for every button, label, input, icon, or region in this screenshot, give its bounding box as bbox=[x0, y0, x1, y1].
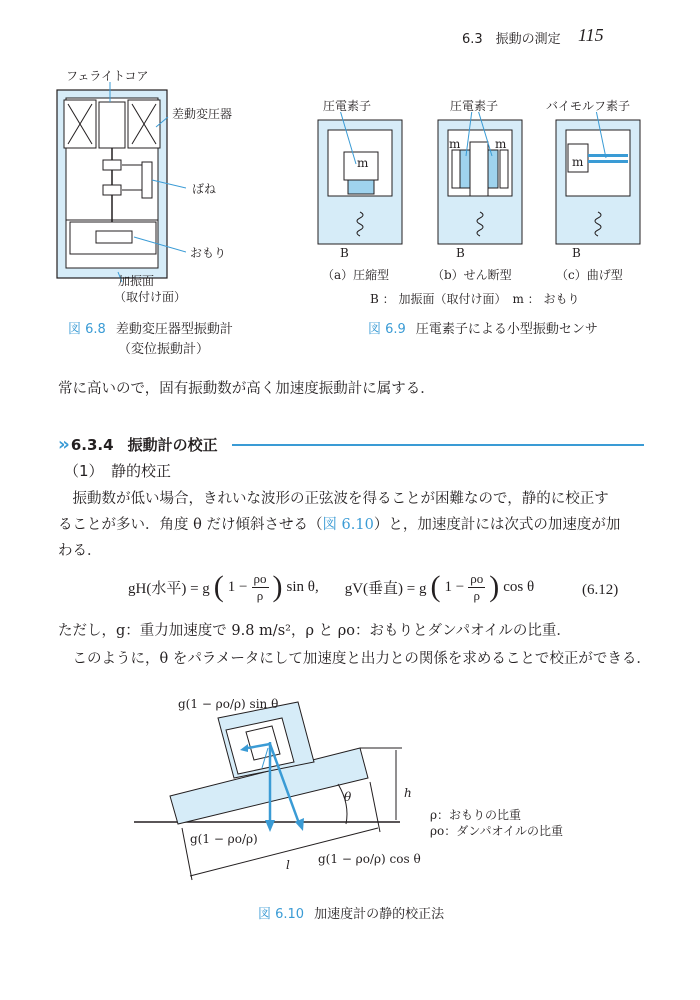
figure-6-8-caption-line2: （変位振動計） bbox=[118, 342, 210, 357]
sensor-b-type: （b）せん断型 bbox=[432, 268, 512, 282]
sensor-a-type: （a）圧縮型 bbox=[322, 268, 390, 282]
sensor-b-mass-right: m bbox=[495, 137, 507, 151]
label-spring: ばね bbox=[192, 182, 217, 196]
eq-cos: cos θ bbox=[503, 578, 535, 595]
figure-6-10-caption bbox=[258, 903, 444, 922]
sensor-c-base: B bbox=[572, 246, 581, 260]
figure-6-10-link[interactable]: 図 6.10 bbox=[322, 517, 374, 533]
fig610-legend-rho-o: ρo：ダンパオイルの比重 bbox=[430, 824, 563, 838]
figure-6-10-diagram bbox=[130, 700, 550, 900]
fig610-label-cos: g(1 − ρo/ρ) cos θ bbox=[318, 852, 421, 866]
equation-6-12: gH(水平) = g ( 1 − $\frac{\rho o}{\rho}$ ) sin θ, gV(垂直) = g ( 1 − $\frac{\rho o}{\rho}$ ) cos θ bbox=[128, 570, 535, 603]
running-header-section: 6.3 振動の測定 bbox=[462, 32, 561, 47]
section-title: 振動計の校正 bbox=[127, 436, 218, 454]
figure-6-9-number: 図 6.9 bbox=[368, 322, 406, 337]
chevron-right-icon: ›› bbox=[58, 434, 67, 455]
sensor-b-base: B bbox=[456, 246, 465, 260]
carryover-paragraph: 常に高いので，固有振動数が高く加速度振動計に属する． bbox=[58, 381, 435, 397]
sensor-b-label: 圧電素子 bbox=[450, 99, 499, 113]
eq-fraction-1 bbox=[252, 571, 269, 604]
paragraph-1-line3: わる． bbox=[58, 543, 102, 559]
eq-den-2: ρ bbox=[473, 587, 480, 603]
label-ferrite-core: フェライトコア bbox=[66, 69, 149, 83]
label-vibration-surface: 加振面 bbox=[118, 274, 155, 288]
eq-num-2: ρo bbox=[470, 570, 484, 586]
fig610-l: l bbox=[286, 858, 290, 872]
eq-sin: sin θ, bbox=[286, 578, 319, 595]
figure-6-9-diagram bbox=[316, 112, 646, 247]
figure-6-8-diagram bbox=[56, 82, 186, 282]
eq-den-1: ρ bbox=[256, 587, 264, 603]
paragraph-1-line2 bbox=[58, 512, 658, 538]
sensor-a-label: 圧電素子 bbox=[323, 99, 372, 113]
eq-gh: gH(水平) = g bbox=[128, 580, 210, 597]
fig610-h: h bbox=[404, 786, 412, 800]
fig610-legend-rho: ρ：おもりの比重 bbox=[430, 808, 522, 822]
figure-6-9-legend: B ： 加振面（取付け面） m ： おもり bbox=[370, 292, 580, 306]
section-rule bbox=[232, 444, 644, 446]
paragraph-1 bbox=[58, 486, 658, 564]
paragraph-1-text: ることが多い．角度 θ だけ傾斜させる（ bbox=[58, 517, 323, 533]
eq-one-minus-2: 1 − bbox=[444, 578, 465, 595]
eq-fraction-2 bbox=[468, 571, 485, 604]
fig610-label-sin: g(1 − ρo/ρ) sin θ bbox=[178, 697, 279, 711]
fig610-label-g: g(1 − ρo/ρ) bbox=[190, 832, 258, 846]
paragraph-1-line1: 振動数が低い場合，きれいな波形の正弦波を得ることが困難なので，静的に校正す bbox=[58, 491, 609, 507]
paragraph-1-text-cont: ）と，加速度計には次式の加速度が加 bbox=[373, 517, 621, 533]
eq-num-1: ρo bbox=[253, 570, 267, 586]
sensor-c-mass: m bbox=[572, 155, 584, 169]
sensor-a-base: B bbox=[340, 246, 349, 260]
figure-6-8-number: 図 6.8 bbox=[68, 322, 106, 337]
section-heading bbox=[58, 434, 218, 455]
label-differential-transformer: 差動変圧器 bbox=[172, 107, 233, 121]
eq-gv: gV(垂直) = g bbox=[344, 580, 427, 597]
eq-one-minus-1: 1 − bbox=[227, 578, 248, 595]
figure-6-8-caption bbox=[68, 318, 233, 337]
label-mass: おもり bbox=[190, 246, 227, 260]
figure-6-9-title: 圧電素子による小型振動センサ bbox=[415, 322, 598, 337]
fig610-theta: θ bbox=[344, 790, 352, 804]
sensor-b-mass-left: m bbox=[449, 137, 461, 151]
label-mounting-surface: （取付け面） bbox=[114, 290, 187, 304]
subsection-heading: （1） 静的校正 bbox=[64, 462, 172, 480]
figure-6-10-title: 加速度計の静的校正法 bbox=[314, 907, 445, 922]
equation-number: (6.12) bbox=[582, 582, 619, 598]
sensor-a-mass: m bbox=[357, 156, 369, 170]
figure-6-8-title: 差動変圧器型振動計 bbox=[115, 322, 233, 337]
page-number: 115 bbox=[578, 25, 604, 45]
section-number: 6.3.4 bbox=[70, 435, 114, 454]
paragraph-2: このように，θ をパラメータにして加速度と出力との関係を求めることで校正ができる． bbox=[58, 651, 651, 667]
sensor-c-type: （c）曲げ型 bbox=[556, 268, 623, 282]
figure-6-10-number: 図 6.10 bbox=[258, 907, 305, 922]
note-paragraph: ただし，g：重力加速度で 9.8 m/s²，ρ と ρo：おもりとダンパオイルの比重． bbox=[58, 623, 571, 639]
figure-6-9-caption bbox=[368, 318, 598, 337]
sensor-c-label: バイモルフ素子 bbox=[546, 99, 631, 113]
